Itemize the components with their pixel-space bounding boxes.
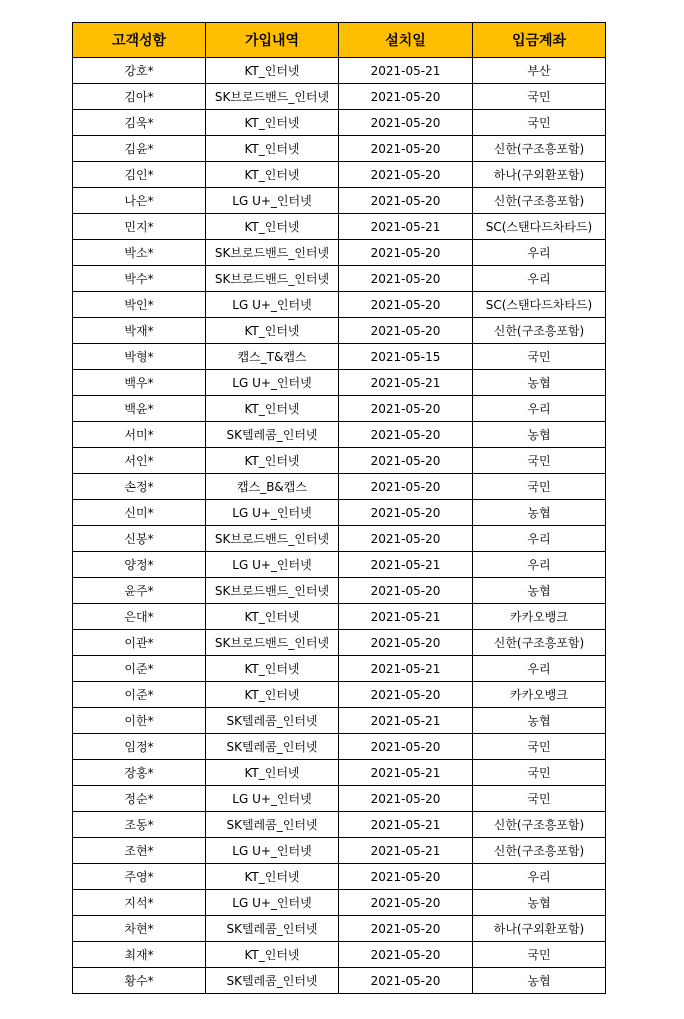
cell-install-date: 2021-05-20 bbox=[339, 240, 473, 266]
table-row bbox=[73, 500, 606, 526]
cell-subscription: KT_인터넷 bbox=[206, 318, 339, 344]
cell-install-date: 2021-05-20 bbox=[339, 916, 473, 942]
cell-install-date: 2021-05-21 bbox=[339, 604, 473, 630]
cell-subscription: KT_인터넷 bbox=[206, 656, 339, 682]
table-row bbox=[73, 396, 606, 422]
cell-install-date: 2021-05-21 bbox=[339, 58, 473, 84]
header-row bbox=[73, 23, 606, 58]
cell-customer-name: 김아* bbox=[73, 84, 206, 110]
cell-subscription: KT_인터넷 bbox=[206, 214, 339, 240]
table-row bbox=[73, 656, 606, 682]
table-row bbox=[73, 526, 606, 552]
cell-install-date: 2021-05-20 bbox=[339, 292, 473, 318]
cell-install-date: 2021-05-20 bbox=[339, 474, 473, 500]
cell-subscription: SK텔레콤_인터넷 bbox=[206, 916, 339, 942]
cell-customer-name: 박재* bbox=[73, 318, 206, 344]
cell-subscription: SK브로드밴드_인터넷 bbox=[206, 266, 339, 292]
customer-install-table bbox=[72, 22, 606, 994]
cell-install-date: 2021-05-21 bbox=[339, 760, 473, 786]
cell-install-date: 2021-05-21 bbox=[339, 214, 473, 240]
table-row bbox=[73, 838, 606, 864]
cell-customer-name: 임정* bbox=[73, 734, 206, 760]
table-row bbox=[73, 682, 606, 708]
cell-deposit-account: 신한(구조흥포함) bbox=[473, 318, 606, 344]
cell-subscription: LG U+_인터넷 bbox=[206, 370, 339, 396]
cell-customer-name: 정순* bbox=[73, 786, 206, 812]
cell-subscription: SK브로드밴드_인터넷 bbox=[206, 526, 339, 552]
cell-deposit-account: 국민 bbox=[473, 474, 606, 500]
table-row bbox=[73, 630, 606, 656]
cell-customer-name: 나은* bbox=[73, 188, 206, 214]
cell-subscription: LG U+_인터넷 bbox=[206, 188, 339, 214]
cell-customer-name: 이준* bbox=[73, 656, 206, 682]
cell-deposit-account: 신한(구조흥포함) bbox=[473, 188, 606, 214]
cell-install-date: 2021-05-21 bbox=[339, 812, 473, 838]
header-subscription: 가입내역 bbox=[206, 23, 339, 58]
cell-deposit-account: 농협 bbox=[473, 890, 606, 916]
cell-deposit-account: 우리 bbox=[473, 240, 606, 266]
table-row bbox=[73, 58, 606, 84]
cell-deposit-account: 우리 bbox=[473, 864, 606, 890]
table-row bbox=[73, 708, 606, 734]
cell-deposit-account: 하나(구외환포함) bbox=[473, 162, 606, 188]
cell-install-date: 2021-05-20 bbox=[339, 786, 473, 812]
cell-customer-name: 이한* bbox=[73, 708, 206, 734]
cell-deposit-account: 카카오뱅크 bbox=[473, 682, 606, 708]
table-body bbox=[73, 58, 606, 994]
cell-subscription: KT_인터넷 bbox=[206, 448, 339, 474]
cell-install-date: 2021-05-20 bbox=[339, 188, 473, 214]
cell-deposit-account: 농협 bbox=[473, 500, 606, 526]
cell-customer-name: 조현* bbox=[73, 838, 206, 864]
table-row bbox=[73, 864, 606, 890]
cell-customer-name: 손정* bbox=[73, 474, 206, 500]
cell-customer-name: 주영* bbox=[73, 864, 206, 890]
cell-subscription: KT_인터넷 bbox=[206, 864, 339, 890]
cell-subscription: SK브로드밴드_인터넷 bbox=[206, 240, 339, 266]
cell-customer-name: 서미* bbox=[73, 422, 206, 448]
cell-install-date: 2021-05-20 bbox=[339, 448, 473, 474]
cell-customer-name: 신봉* bbox=[73, 526, 206, 552]
cell-install-date: 2021-05-15 bbox=[339, 344, 473, 370]
cell-subscription: KT_인터넷 bbox=[206, 136, 339, 162]
table-row bbox=[73, 214, 606, 240]
table-row bbox=[73, 578, 606, 604]
cell-subscription: KT_인터넷 bbox=[206, 604, 339, 630]
cell-install-date: 2021-05-20 bbox=[339, 318, 473, 344]
cell-deposit-account: 국민 bbox=[473, 734, 606, 760]
table-row bbox=[73, 422, 606, 448]
cell-install-date: 2021-05-20 bbox=[339, 942, 473, 968]
table-row bbox=[73, 240, 606, 266]
cell-subscription: 캡스_T&캡스 bbox=[206, 344, 339, 370]
table-row bbox=[73, 916, 606, 942]
cell-customer-name: 박수* bbox=[73, 266, 206, 292]
cell-customer-name: 민지* bbox=[73, 214, 206, 240]
cell-install-date: 2021-05-20 bbox=[339, 526, 473, 552]
cell-subscription: SK브로드밴드_인터넷 bbox=[206, 630, 339, 656]
cell-customer-name: 강호* bbox=[73, 58, 206, 84]
cell-install-date: 2021-05-20 bbox=[339, 682, 473, 708]
cell-deposit-account: 우리 bbox=[473, 266, 606, 292]
cell-install-date: 2021-05-20 bbox=[339, 136, 473, 162]
table-row bbox=[73, 760, 606, 786]
cell-deposit-account: 국민 bbox=[473, 942, 606, 968]
cell-install-date: 2021-05-20 bbox=[339, 162, 473, 188]
cell-customer-name: 양정* bbox=[73, 552, 206, 578]
cell-deposit-account: 농협 bbox=[473, 370, 606, 396]
cell-subscription: SK텔레콤_인터넷 bbox=[206, 708, 339, 734]
cell-install-date: 2021-05-20 bbox=[339, 266, 473, 292]
cell-subscription: SK텔레콤_인터넷 bbox=[206, 734, 339, 760]
table-row bbox=[73, 474, 606, 500]
cell-install-date: 2021-05-21 bbox=[339, 838, 473, 864]
cell-deposit-account: 국민 bbox=[473, 84, 606, 110]
cell-install-date: 2021-05-20 bbox=[339, 734, 473, 760]
cell-install-date: 2021-05-20 bbox=[339, 864, 473, 890]
cell-subscription: LG U+_인터넷 bbox=[206, 890, 339, 916]
cell-customer-name: 이관* bbox=[73, 630, 206, 656]
cell-subscription: KT_인터넷 bbox=[206, 110, 339, 136]
cell-deposit-account: 우리 bbox=[473, 552, 606, 578]
cell-install-date: 2021-05-20 bbox=[339, 968, 473, 994]
cell-customer-name: 김윤* bbox=[73, 136, 206, 162]
cell-subscription: 캡스_B&캡스 bbox=[206, 474, 339, 500]
table-row bbox=[73, 318, 606, 344]
table-row bbox=[73, 110, 606, 136]
table-row bbox=[73, 604, 606, 630]
table-row bbox=[73, 786, 606, 812]
cell-customer-name: 차현* bbox=[73, 916, 206, 942]
header-install-date: 설치일 bbox=[339, 23, 473, 58]
cell-install-date: 2021-05-20 bbox=[339, 422, 473, 448]
cell-customer-name: 백윤* bbox=[73, 396, 206, 422]
cell-customer-name: 백우* bbox=[73, 370, 206, 396]
cell-deposit-account: SC(스탠다드차타드) bbox=[473, 292, 606, 318]
cell-customer-name: 은대* bbox=[73, 604, 206, 630]
cell-deposit-account: 신한(구조흥포함) bbox=[473, 812, 606, 838]
cell-install-date: 2021-05-21 bbox=[339, 552, 473, 578]
cell-deposit-account: 카카오뱅크 bbox=[473, 604, 606, 630]
cell-customer-name: 최재* bbox=[73, 942, 206, 968]
cell-subscription: KT_인터넷 bbox=[206, 162, 339, 188]
cell-subscription: SK텔레콤_인터넷 bbox=[206, 812, 339, 838]
cell-deposit-account: 부산 bbox=[473, 58, 606, 84]
cell-customer-name: 이준* bbox=[73, 682, 206, 708]
cell-install-date: 2021-05-21 bbox=[339, 656, 473, 682]
cell-subscription: LG U+_인터넷 bbox=[206, 786, 339, 812]
cell-subscription: SK브로드밴드_인터넷 bbox=[206, 84, 339, 110]
cell-deposit-account: 국민 bbox=[473, 110, 606, 136]
cell-install-date: 2021-05-20 bbox=[339, 110, 473, 136]
cell-deposit-account: 신한(구조흥포함) bbox=[473, 838, 606, 864]
cell-deposit-account: 국민 bbox=[473, 760, 606, 786]
cell-deposit-account: 농협 bbox=[473, 708, 606, 734]
table-row bbox=[73, 942, 606, 968]
cell-customer-name: 김욱* bbox=[73, 110, 206, 136]
cell-deposit-account: SC(스탠다드차타드) bbox=[473, 214, 606, 240]
cell-subscription: KT_인터넷 bbox=[206, 58, 339, 84]
table-row bbox=[73, 344, 606, 370]
cell-deposit-account: 우리 bbox=[473, 656, 606, 682]
cell-deposit-account: 우리 bbox=[473, 526, 606, 552]
cell-deposit-account: 국민 bbox=[473, 448, 606, 474]
cell-deposit-account: 농협 bbox=[473, 578, 606, 604]
cell-customer-name: 박소* bbox=[73, 240, 206, 266]
cell-subscription: LG U+_인터넷 bbox=[206, 838, 339, 864]
cell-subscription: KT_인터넷 bbox=[206, 760, 339, 786]
cell-customer-name: 윤주* bbox=[73, 578, 206, 604]
cell-subscription: KT_인터넷 bbox=[206, 942, 339, 968]
cell-deposit-account: 국민 bbox=[473, 786, 606, 812]
cell-subscription: LG U+_인터넷 bbox=[206, 552, 339, 578]
cell-subscription: LG U+_인터넷 bbox=[206, 500, 339, 526]
table-row bbox=[73, 84, 606, 110]
cell-subscription: KT_인터넷 bbox=[206, 396, 339, 422]
table-row bbox=[73, 162, 606, 188]
cell-install-date: 2021-05-21 bbox=[339, 370, 473, 396]
cell-deposit-account: 농협 bbox=[473, 422, 606, 448]
cell-install-date: 2021-05-20 bbox=[339, 578, 473, 604]
table-row bbox=[73, 890, 606, 916]
table-row bbox=[73, 266, 606, 292]
cell-customer-name: 서인* bbox=[73, 448, 206, 474]
table-header bbox=[73, 23, 606, 58]
cell-deposit-account: 하나(구외환포함) bbox=[473, 916, 606, 942]
cell-install-date: 2021-05-20 bbox=[339, 890, 473, 916]
table-row bbox=[73, 812, 606, 838]
cell-install-date: 2021-05-20 bbox=[339, 500, 473, 526]
table-row bbox=[73, 188, 606, 214]
cell-subscription: SK브로드밴드_인터넷 bbox=[206, 578, 339, 604]
table-row bbox=[73, 968, 606, 994]
table-row bbox=[73, 448, 606, 474]
cell-deposit-account: 국민 bbox=[473, 344, 606, 370]
cell-deposit-account: 신한(구조흥포함) bbox=[473, 630, 606, 656]
cell-customer-name: 박인* bbox=[73, 292, 206, 318]
cell-customer-name: 황수* bbox=[73, 968, 206, 994]
cell-deposit-account: 신한(구조흥포함) bbox=[473, 136, 606, 162]
cell-customer-name: 박형* bbox=[73, 344, 206, 370]
cell-customer-name: 장홍* bbox=[73, 760, 206, 786]
cell-install-date: 2021-05-21 bbox=[339, 708, 473, 734]
table-row bbox=[73, 734, 606, 760]
cell-subscription: KT_인터넷 bbox=[206, 682, 339, 708]
cell-deposit-account: 우리 bbox=[473, 396, 606, 422]
header-deposit-account: 입금계좌 bbox=[473, 23, 606, 58]
cell-install-date: 2021-05-20 bbox=[339, 630, 473, 656]
header-customer-name: 고객성함 bbox=[73, 23, 206, 58]
cell-install-date: 2021-05-20 bbox=[339, 84, 473, 110]
table-row bbox=[73, 292, 606, 318]
cell-customer-name: 신미* bbox=[73, 500, 206, 526]
customer-install-table-wrapper bbox=[72, 22, 606, 994]
cell-customer-name: 지석* bbox=[73, 890, 206, 916]
cell-customer-name: 조동* bbox=[73, 812, 206, 838]
cell-deposit-account: 농협 bbox=[473, 968, 606, 994]
table-row bbox=[73, 370, 606, 396]
cell-customer-name: 김인* bbox=[73, 162, 206, 188]
table-row bbox=[73, 552, 606, 578]
table-row bbox=[73, 136, 606, 162]
cell-install-date: 2021-05-20 bbox=[339, 396, 473, 422]
cell-subscription: SK텔레콤_인터넷 bbox=[206, 968, 339, 994]
cell-subscription: LG U+_인터넷 bbox=[206, 292, 339, 318]
cell-subscription: SK텔레콤_인터넷 bbox=[206, 422, 339, 448]
